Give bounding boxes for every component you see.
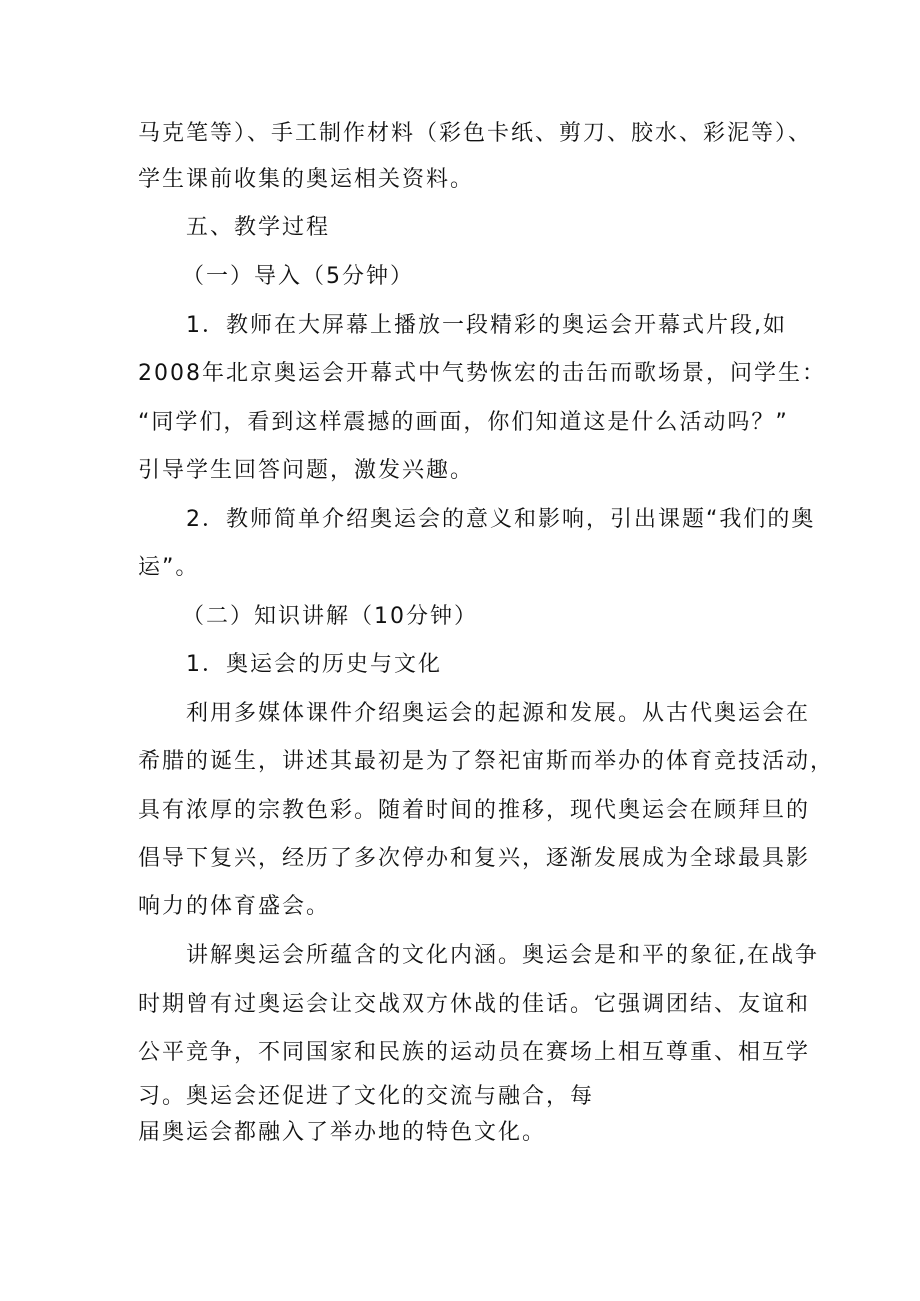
text-line-13: 利用多媒体课件介绍奥运会的起源和发展。从古代奥运会在 [186,701,811,726]
text-line-19: 时期曾有过奥运会让交战双方休战的佳话。它强调团结、友谊和 [138,992,811,1017]
text-line-6: 2008年北京奥运会开幕式中气势恢宏的击缶而歌场景，问学生： [138,361,826,386]
text-line-18: 讲解奥运会所蕴含的文化内涵。奥运会是和平的象征,在战争 [186,943,819,968]
text-line-15: 具有浓厚的宗教色彩。随着时间的推移，现代奥运会在顾拜旦的 [138,798,811,823]
text-line-5: 1．教师在大屏幕上播放一段精彩的奥运会开幕式片段,如 [186,313,787,338]
text-line-7: “同学们，看到这样震撼的画面，你们知道这是什么活动吗？” [138,410,789,435]
subsection-heading-knowledge: （二）知识讲解（10分钟） [182,604,478,629]
text-line-9: 2．教师简单介绍奥运会的意义和影响，引出课题“我们的奥 [186,507,816,532]
text-line-12: 1．奥运会的历史与文化 [186,652,442,677]
text-line-16: 倡导下复兴，经历了多次停办和复兴，逐渐发展成为全球最具影 [138,846,811,871]
text-line-1: 马克笔等）、手工制作材料（彩色卡纸、剪刀、胶水、彩泥等）、 [138,121,813,146]
text-line-14: 希腊的诞生，讲述其最初是为了祭祀宙斯而举办的体育竞技活动， [138,749,835,774]
text-line-20: 公平竞争，不同国家和民族的运动员在赛场上相互尊重、相互学 [138,1040,811,1065]
text-line-17: 响力的体育盛会。 [138,894,331,919]
text-line-22: 届奥运会都融入了举办地的特色文化。 [138,1120,547,1145]
section-heading-teaching-process: 五、教学过程 [186,215,331,240]
text-line-21: 习。奥运会还促进了文化的交流与融合，每 [138,1084,595,1109]
text-line-2: 学生课前收集的奥运相关资料。 [138,167,475,192]
text-line-10: 运”。 [138,555,200,580]
text-line-8: 引导学生回答问题，激发兴趣。 [138,458,475,483]
subsection-heading-intro: （一）导入（5分钟） [182,264,414,289]
